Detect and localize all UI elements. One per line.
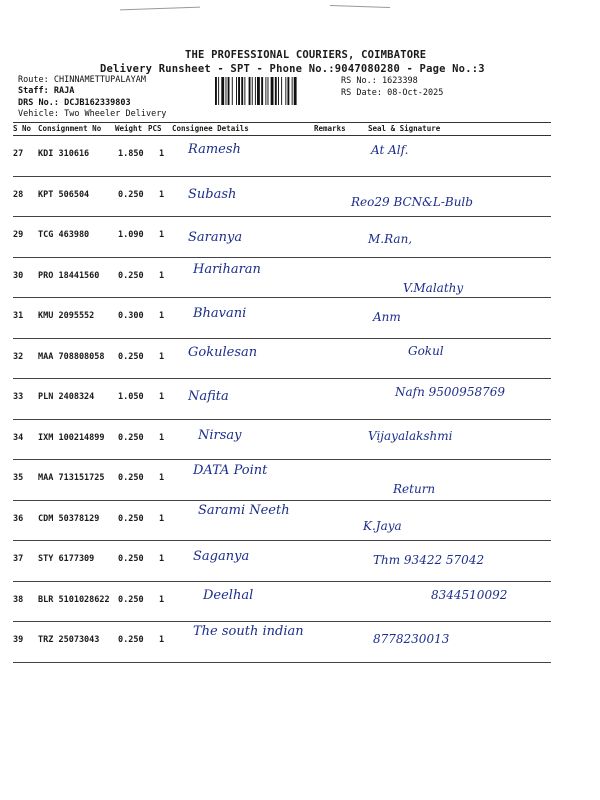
- cell-weight: 1.850: [118, 149, 144, 159]
- route-label: Route:: [18, 75, 49, 85]
- cell-consignment: KMU 2095552: [38, 311, 95, 321]
- cell-consignee-handwritten: Saganya: [193, 549, 250, 564]
- cell-pcs: 1: [159, 149, 165, 159]
- cell-signature-handwritten: Anm: [373, 310, 401, 324]
- cell-consignment: KDI 310616: [38, 149, 90, 159]
- cell-weight: 0.250: [118, 270, 144, 281]
- cell-signature-handwritten: Gokul: [408, 343, 444, 358]
- cell-pcs: 1: [159, 513, 165, 524]
- cell-sno: 30: [13, 270, 24, 281]
- cell-sno: 35: [13, 473, 24, 483]
- barcode-bar: [215, 77, 217, 105]
- cell-sno: 27: [13, 149, 24, 159]
- table-row: [13, 460, 551, 501]
- barcode-bar: [241, 77, 243, 105]
- cell-sno: 39: [13, 635, 24, 645]
- barcode-bar: [232, 77, 233, 105]
- cell-signature-handwritten: 8778230013: [373, 632, 450, 646]
- col-weight: Weight: [115, 124, 143, 133]
- table-row: [13, 177, 551, 218]
- runsheet-table: [13, 122, 551, 663]
- barcode-bar: [218, 77, 219, 105]
- rs-date-value: 08-Oct-2025: [387, 88, 444, 98]
- cell-signature-handwritten: Thm 93422 57042: [373, 553, 485, 567]
- cell-consignee-handwritten: Ramesh: [188, 142, 241, 157]
- barcode-bar: [255, 77, 256, 105]
- col-consignment: Consignment No: [38, 124, 102, 133]
- barcode-bar: [271, 77, 274, 105]
- col-signature: Seal & Signature: [368, 124, 441, 133]
- cell-signature-handwritten: 8344510092: [431, 587, 508, 602]
- cell-consignment: TCG 463980: [38, 230, 90, 240]
- cell-signature-handwritten: Nafn 9500958769: [395, 385, 505, 399]
- drs-value: DCJB162339803: [64, 98, 131, 108]
- barcode-bar: [292, 77, 293, 105]
- cell-weight: 0.250: [118, 594, 144, 605]
- cell-consignment: KPT 506504: [38, 189, 90, 200]
- cell-pcs: 1: [159, 594, 165, 605]
- barcode-bar: [226, 77, 227, 105]
- staff-line: [18, 86, 74, 96]
- cell-consignment: MAA 708808058: [38, 351, 105, 362]
- cell-consignment: MAA 713151725: [38, 473, 105, 483]
- barcode-bar: [268, 77, 269, 105]
- barcode-bar: [221, 77, 224, 105]
- table-row: [13, 420, 551, 461]
- cell-consignee-handwritten: Bhavani: [193, 306, 247, 321]
- col-remarks: Remarks: [314, 124, 346, 133]
- table-row: [13, 258, 551, 299]
- barcode-bar: [287, 77, 289, 105]
- vehicle-label: Vehicle:: [18, 109, 59, 119]
- cell-weight: 1.090: [118, 230, 144, 240]
- scan-line: [120, 7, 200, 11]
- scan-line: [330, 5, 390, 8]
- cell-consignment: BLR 5101028622: [38, 594, 110, 605]
- cell-consignee-handwritten: Hariharan: [193, 261, 261, 277]
- cell-pcs: 1: [159, 230, 165, 240]
- cell-signature-handwritten: V.Malathy: [403, 280, 464, 295]
- cell-sno: 37: [13, 554, 24, 564]
- cell-signature-handwritten: M.Ran,: [368, 232, 413, 246]
- rs-date-label: RS Date:: [341, 88, 382, 98]
- cell-weight: 0.250: [118, 554, 144, 564]
- cell-signature-handwritten: At Alf.: [371, 143, 409, 157]
- route-line: [18, 75, 146, 85]
- col-sno: S No: [13, 124, 32, 133]
- vehicle-line: [18, 109, 166, 119]
- table-row: [13, 217, 551, 258]
- table-header: [13, 122, 551, 136]
- table-row: [13, 298, 551, 339]
- barcode-bar: [281, 77, 282, 105]
- barcode-bar: [265, 77, 266, 105]
- drs-label: DRS No.:: [18, 98, 59, 108]
- cell-weight: 0.250: [118, 513, 144, 524]
- cell-sno: 32: [13, 351, 24, 362]
- cell-consignee-handwritten: The south indian: [193, 624, 304, 639]
- cell-pcs: 1: [159, 473, 165, 483]
- cell-pcs: 1: [159, 351, 165, 362]
- rs-no-line: [341, 76, 418, 86]
- cell-weight: 0.300: [118, 311, 144, 321]
- cell-sno: 34: [13, 432, 24, 443]
- cell-weight: 0.250: [118, 635, 144, 645]
- barcode-bar: [257, 77, 260, 105]
- cell-consignee-handwritten: Sarami Neeth: [198, 502, 290, 518]
- cell-sno: 29: [13, 230, 24, 240]
- cell-consignment: PLN 2408324: [38, 392, 95, 402]
- barcode-bar: [294, 77, 297, 105]
- cell-signature-handwritten: Return: [393, 482, 436, 496]
- barcode-bar: [238, 77, 240, 105]
- cell-consignment: STY 6177309: [38, 554, 95, 564]
- cell-consignee-handwritten: DATA Point: [193, 463, 268, 478]
- barcode-bar: [285, 77, 286, 105]
- drs-line: [18, 98, 131, 108]
- cell-pcs: 1: [159, 189, 165, 200]
- barcode: [215, 77, 337, 105]
- cell-weight: 0.250: [118, 432, 144, 443]
- col-consignee: Consignee Details: [172, 124, 249, 133]
- cell-weight: 0.250: [118, 473, 144, 483]
- table-body: [13, 136, 551, 663]
- cell-consignee-handwritten: Deelhal: [203, 587, 254, 603]
- barcode-bar: [278, 77, 279, 105]
- col-pcs: PCS: [148, 124, 162, 133]
- barcode-bar: [228, 77, 230, 105]
- cell-sno: 36: [13, 513, 24, 524]
- table-row: [13, 582, 551, 623]
- barcode-bar: [252, 77, 253, 105]
- table-row: [13, 136, 551, 177]
- cell-pcs: 1: [159, 554, 165, 564]
- cell-consignee-handwritten: Nirsay: [198, 427, 242, 443]
- cell-consignee-handwritten: Saranya: [188, 230, 243, 245]
- cell-weight: 0.250: [118, 351, 144, 362]
- route-value: CHINNAMETTUPALAYAM: [53, 75, 146, 85]
- cell-weight: 1.050: [118, 392, 144, 402]
- barcode-bar: [261, 77, 263, 105]
- barcode-bar: [275, 77, 277, 105]
- rs-no-label: RS No.:: [341, 76, 377, 86]
- cell-sno: 28: [13, 189, 24, 200]
- vehicle-value: Two Wheeler Delivery: [64, 109, 167, 119]
- rs-date-line: [341, 88, 443, 98]
- cell-pcs: 1: [159, 270, 165, 281]
- cell-sno: 31: [13, 311, 24, 321]
- cell-pcs: 1: [159, 392, 165, 402]
- cell-consignment: TRZ 25073043: [38, 635, 100, 645]
- table-row: [13, 541, 551, 582]
- company-title: THE PROFESSIONAL COURIERS, COIMBATORE: [185, 49, 427, 61]
- cell-consignee-handwritten: Subash: [188, 186, 237, 202]
- barcode-bar: [249, 77, 251, 105]
- cell-signature-handwritten: Reo29 BCN&L-Bulb: [351, 194, 473, 209]
- table-row: [13, 339, 551, 380]
- table-row: [13, 501, 551, 542]
- cell-signature-handwritten: K.Jaya: [363, 518, 402, 533]
- runsheet-subtitle: Delivery Runsheet - SPT - Phone No.:9047080280 - Page No.:3: [100, 63, 485, 75]
- cell-sno: 33: [13, 392, 24, 402]
- cell-pcs: 1: [159, 635, 165, 645]
- staff-label: Staff:: [18, 86, 49, 96]
- cell-weight: 0.250: [118, 189, 144, 200]
- barcode-bar: [244, 77, 245, 105]
- cell-consignment: IXM 100214899: [38, 432, 105, 443]
- table-row: [13, 622, 551, 663]
- table-row: [13, 379, 551, 420]
- cell-consignee-handwritten: Gokulesan: [188, 344, 258, 360]
- barcode-bar: [236, 77, 237, 105]
- cell-consignment: CDM 50378129: [38, 513, 100, 524]
- staff-value: RAJA: [53, 86, 75, 96]
- cell-sno: 38: [13, 594, 24, 605]
- cell-pcs: 1: [159, 432, 165, 443]
- cell-consignee-handwritten: Nafita: [188, 389, 229, 404]
- cell-consignment: PRO 18441560: [38, 270, 100, 281]
- cell-signature-handwritten: Vijayalakshmi: [368, 428, 453, 443]
- rs-no-value: 1623398: [381, 76, 418, 86]
- cell-pcs: 1: [159, 311, 165, 321]
